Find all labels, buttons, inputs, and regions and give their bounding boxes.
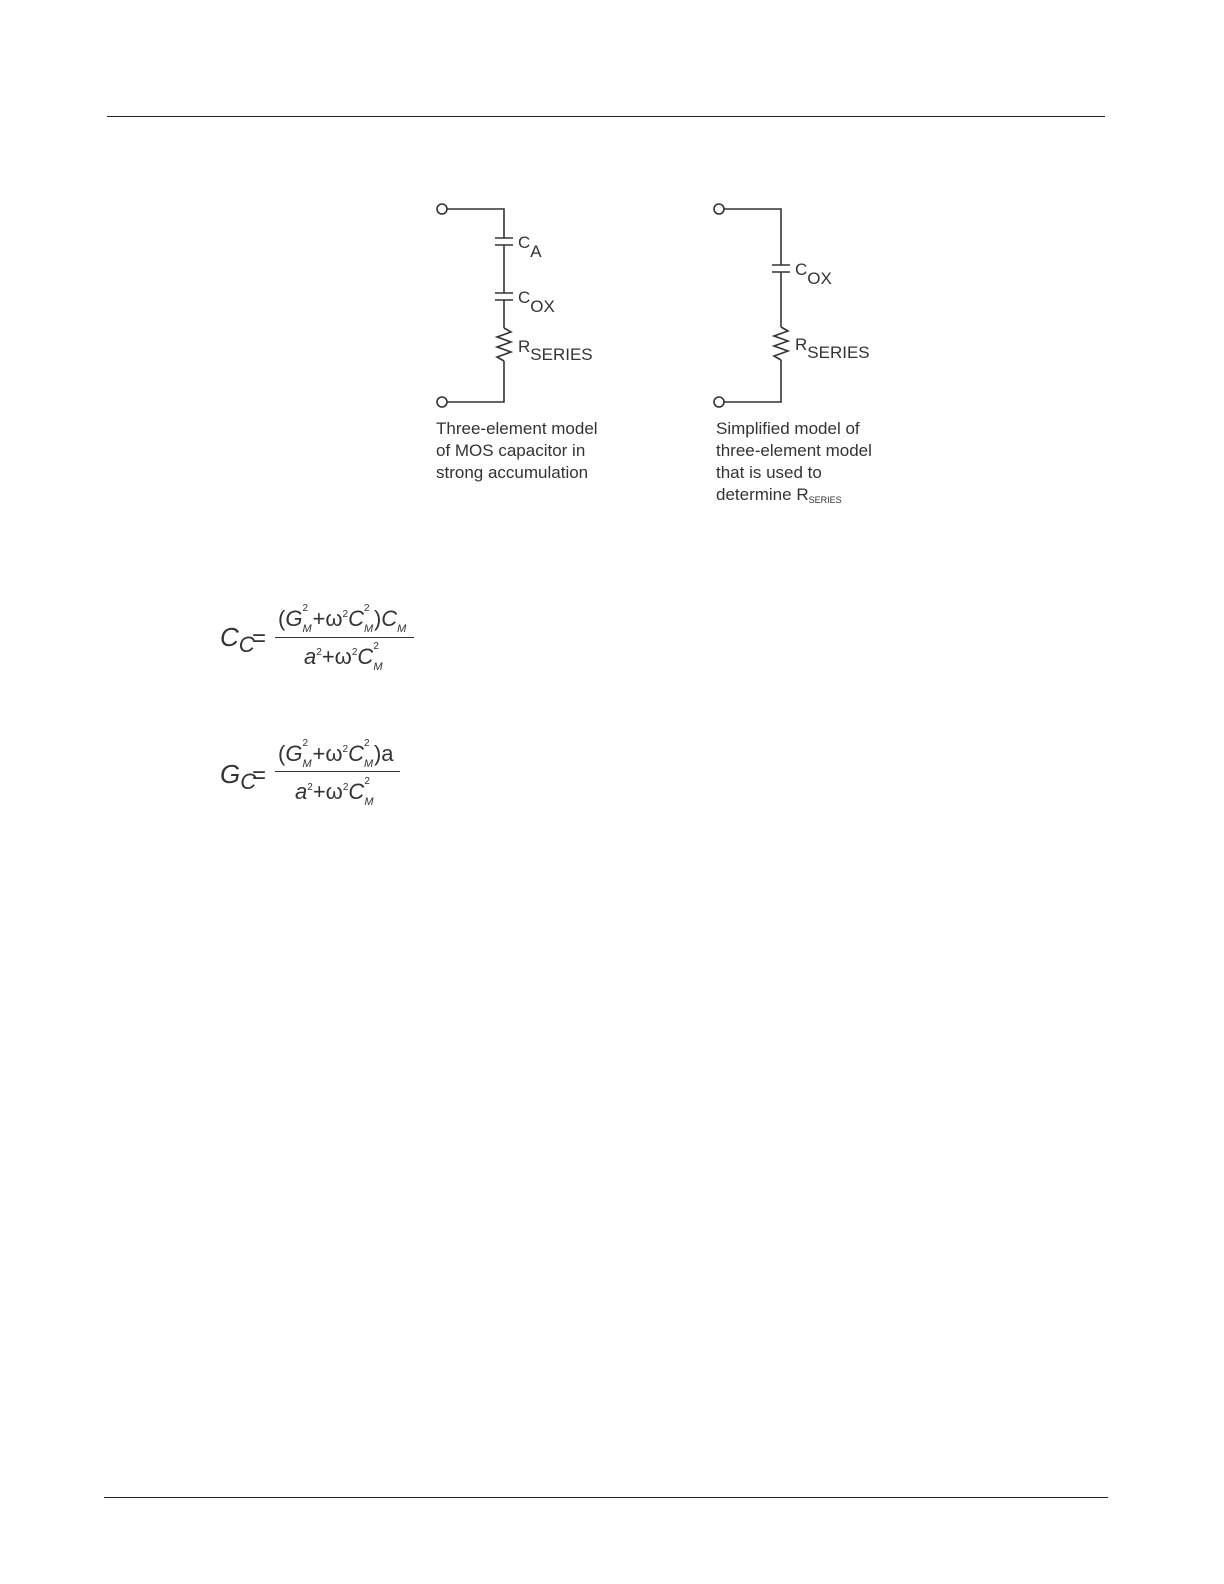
bottom-terminal bbox=[437, 397, 447, 407]
rseries-label: RSERIES bbox=[795, 335, 870, 362]
cox-label: COX bbox=[795, 260, 832, 288]
bottom-wire bbox=[724, 360, 781, 402]
resistor-rseries bbox=[774, 327, 788, 360]
ca-label: CA bbox=[518, 233, 542, 261]
caption-line: three-element model bbox=[716, 441, 872, 460]
resistor-rseries bbox=[497, 328, 511, 361]
equals-sign: = bbox=[252, 762, 267, 789]
equation-denominator: $a^2+\omega^2C$ 2 M bbox=[304, 641, 383, 673]
capacitor-cox bbox=[495, 293, 513, 300]
top-wire bbox=[724, 209, 781, 265]
caption-line: that is used to bbox=[716, 463, 822, 482]
equation-numerator: (G 2 M $+\omega^2C$ 2 M )C M bbox=[278, 603, 407, 635]
caption-line: of MOS capacitor in bbox=[436, 441, 586, 460]
rseries-label: RSERIES bbox=[518, 337, 593, 364]
three-element-circuit bbox=[437, 204, 593, 407]
top-wire bbox=[447, 209, 504, 238]
mos-capacitor-circuit-diagrams bbox=[0, 0, 1224, 560]
equals-sign: = bbox=[252, 625, 267, 652]
caption-text: determine R bbox=[716, 485, 809, 504]
caption-line: Simplified model of bbox=[716, 419, 860, 438]
simplified-caption bbox=[716, 418, 872, 511]
caption-subscript: SERIES bbox=[808, 495, 842, 505]
equation-gc bbox=[220, 735, 440, 815]
equation-lhs: $G_C$ bbox=[220, 759, 257, 794]
caption-line: Three-element model bbox=[436, 419, 598, 438]
top-terminal bbox=[437, 204, 447, 214]
equation-denominator: $a^2+\omega^2C$ 2 M bbox=[295, 776, 374, 808]
footer-rule bbox=[104, 1497, 1108, 1498]
capacitor-ca bbox=[495, 238, 513, 245]
bottom-terminal bbox=[714, 397, 724, 407]
three-element-caption bbox=[436, 418, 598, 484]
caption-line: strong accumulation bbox=[436, 463, 589, 482]
equation-lhs: $C_C$ bbox=[220, 622, 255, 657]
cox-label: COX bbox=[518, 288, 555, 316]
top-terminal bbox=[714, 204, 724, 214]
equation-numerator: (G 2 M $+\omega^2C$ 2 M )a bbox=[278, 738, 394, 770]
equation-cc bbox=[220, 600, 440, 680]
capacitor-cox bbox=[772, 265, 790, 272]
simplified-circuit bbox=[714, 204, 870, 407]
fraction-bar bbox=[275, 637, 414, 638]
fraction-bar bbox=[275, 771, 400, 772]
bottom-wire bbox=[447, 361, 504, 402]
caption-line bbox=[716, 484, 872, 511]
